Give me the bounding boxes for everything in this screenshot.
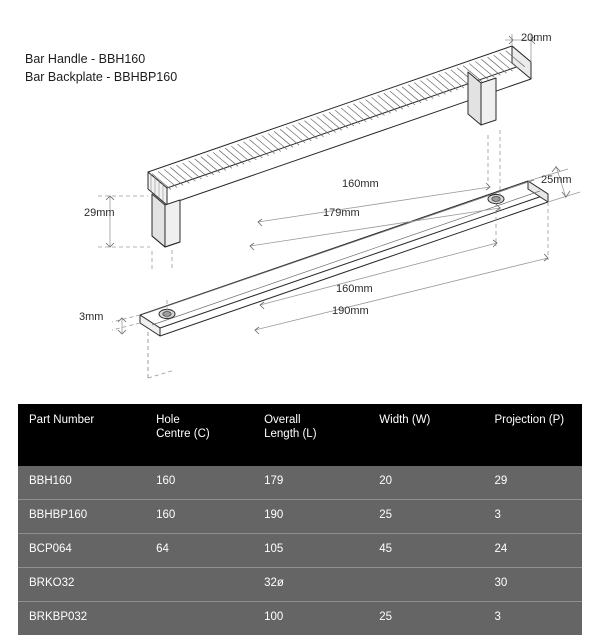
dim-backplate-thickness: 3mm bbox=[79, 311, 103, 323]
dim-handle-width-top: 20mm bbox=[521, 32, 552, 44]
cell-hole-centre: 160 bbox=[145, 500, 253, 534]
column-header-overall-length bbox=[253, 404, 368, 466]
cell-projection: 24 bbox=[483, 534, 582, 568]
cell-width: 20 bbox=[368, 466, 483, 500]
cell-overall-length: 190 bbox=[253, 500, 368, 534]
table-row bbox=[18, 534, 582, 568]
cell-overall-length: 105 bbox=[253, 534, 368, 568]
cell-projection: 29 bbox=[483, 466, 582, 500]
column-header-projection bbox=[483, 404, 582, 466]
cell-hole-centre: 64 bbox=[145, 534, 253, 568]
cell-projection: 3 bbox=[483, 602, 582, 635]
table-row bbox=[18, 602, 582, 635]
column-header-part-number bbox=[18, 404, 145, 466]
column-header-width bbox=[368, 404, 483, 466]
cell-part-number: BBHBP160 bbox=[18, 500, 145, 534]
cell-part-number: BBH160 bbox=[18, 466, 145, 500]
table-header-row bbox=[18, 404, 582, 466]
cell-width: 25 bbox=[368, 500, 483, 534]
table-row bbox=[18, 466, 582, 500]
cell-width: 25 bbox=[368, 602, 483, 635]
table-row bbox=[18, 568, 582, 602]
title-line-backplate: Bar Backplate - BBHBP160 bbox=[25, 68, 177, 86]
header-line-2: Centre (C) bbox=[156, 428, 210, 440]
cell-part-number: BCP064 bbox=[18, 534, 145, 568]
cell-overall-length: 179 bbox=[253, 466, 368, 500]
dim-backplate-width: 25mm bbox=[541, 174, 572, 186]
column-header-hole-centre bbox=[145, 404, 253, 466]
header-line-1: Hole bbox=[156, 414, 180, 426]
specification-table bbox=[18, 404, 582, 635]
cell-part-number: BRKO32 bbox=[18, 568, 145, 602]
title-block bbox=[25, 50, 177, 86]
dim-backplate-overall-length: 190mm bbox=[332, 305, 369, 317]
cell-projection: 30 bbox=[483, 568, 582, 602]
cell-part-number: BRKBP032 bbox=[18, 602, 145, 635]
cell-hole-centre: 160 bbox=[145, 466, 253, 500]
dim-handle-projection: 29mm bbox=[84, 207, 115, 219]
cell-overall-length: 32ø bbox=[253, 568, 368, 602]
header-line-1: Projection (P) bbox=[494, 414, 564, 426]
table-row bbox=[18, 500, 582, 534]
table-body bbox=[18, 466, 582, 635]
cell-overall-length: 100 bbox=[253, 602, 368, 635]
dim-handle-overall-length: 179mm bbox=[323, 207, 360, 219]
title-line-handle: Bar Handle - BBH160 bbox=[25, 50, 177, 68]
header-line-1: Overall bbox=[264, 414, 300, 426]
dim-handle-hole-centre: 160mm bbox=[342, 178, 379, 190]
cell-width: 45 bbox=[368, 534, 483, 568]
cell-projection: 3 bbox=[483, 500, 582, 534]
header-line-1: Width (W) bbox=[379, 414, 430, 426]
cell-hole-centre bbox=[145, 568, 253, 602]
header-line-2: Length (L) bbox=[264, 428, 316, 440]
dim-backplate-hole-centre: 160mm bbox=[336, 283, 373, 295]
cell-width bbox=[368, 568, 483, 602]
cell-hole-centre bbox=[145, 602, 253, 635]
header-line-1: Part Number bbox=[29, 414, 94, 426]
